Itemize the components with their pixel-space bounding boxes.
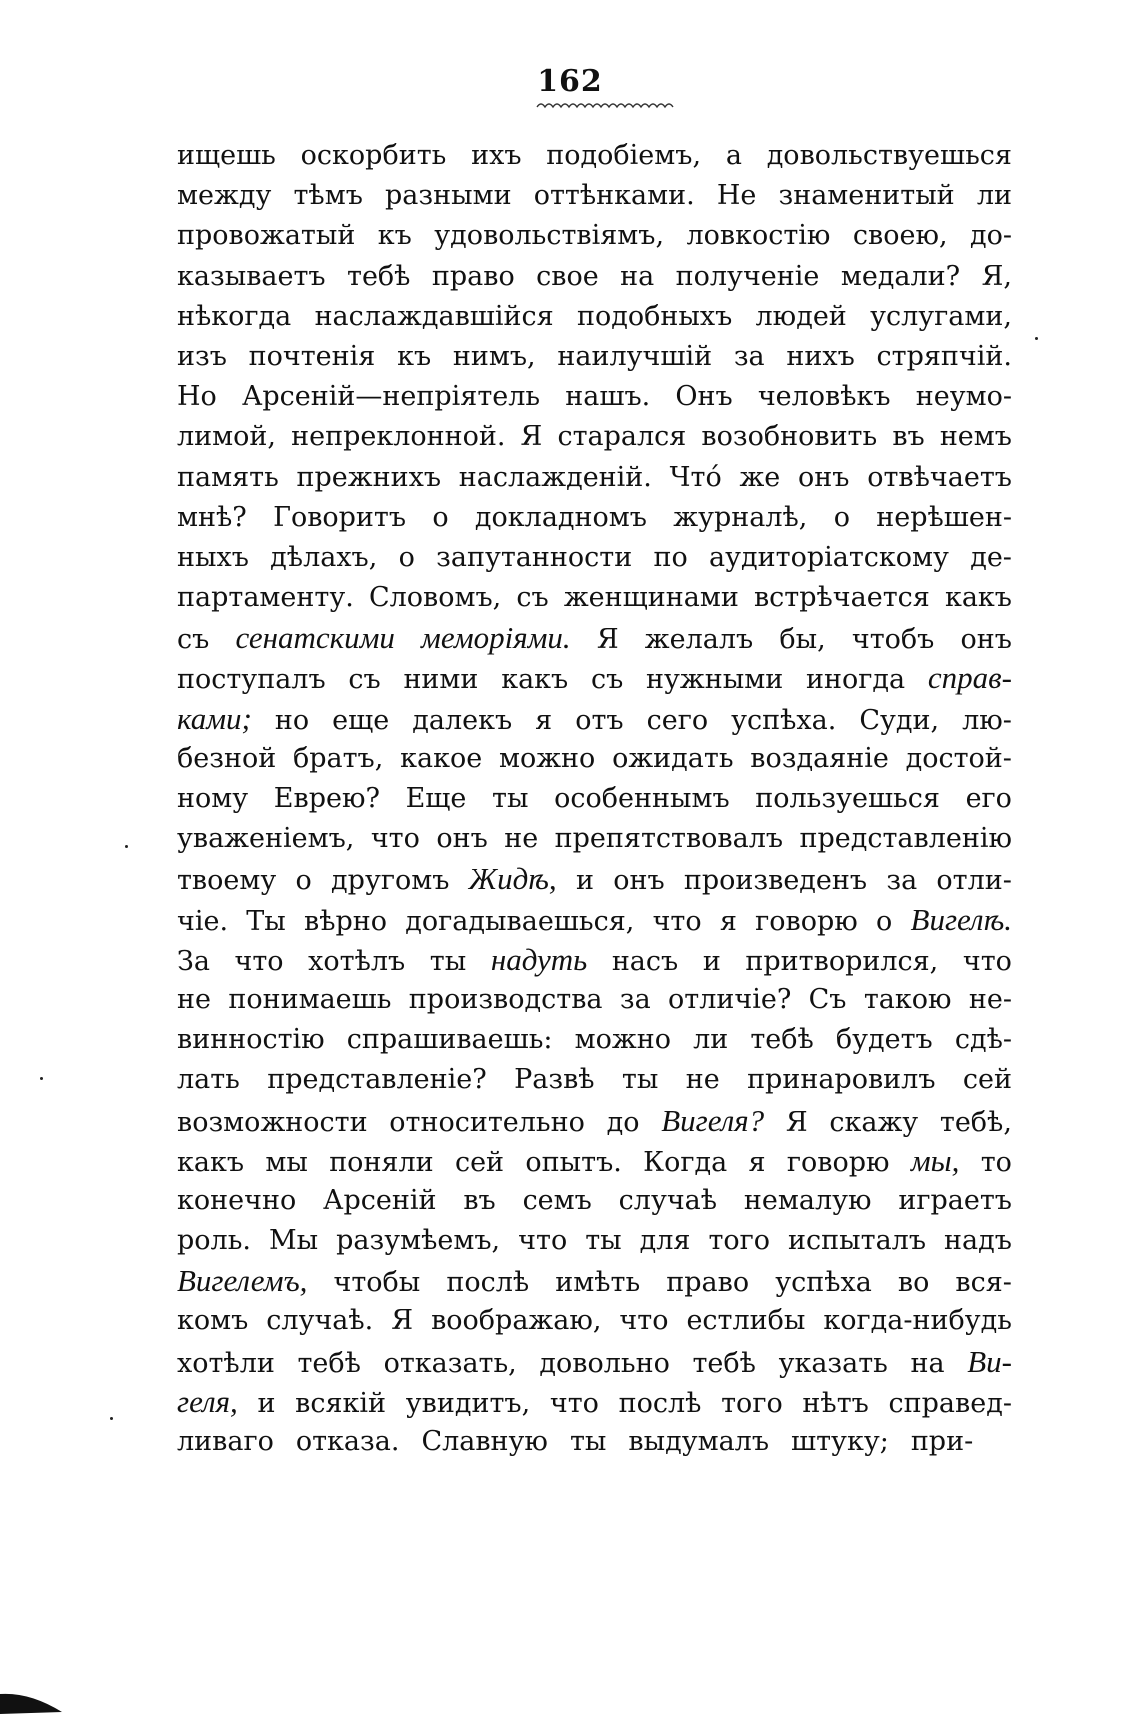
italic-word: Вигелѣ. [910, 901, 1012, 937]
word: ты [492, 783, 529, 814]
print-speck [1035, 337, 1038, 340]
word: нимъ, [452, 340, 536, 372]
word: разумѣемъ, [336, 1225, 501, 1257]
word: опытъ. [525, 1146, 622, 1178]
word: будетъ [835, 1024, 933, 1056]
word: Я [596, 624, 619, 656]
word: достой- [905, 742, 1012, 774]
word: въ [892, 421, 925, 453]
word: медали? [840, 260, 961, 292]
word: Мы [268, 1225, 319, 1257]
word: понимаешь [228, 983, 392, 1015]
word: ними [403, 664, 479, 696]
word: ихъ [471, 140, 522, 171]
word: комъ [177, 1305, 249, 1337]
word: подобныхъ [576, 300, 733, 332]
text-line [177, 940, 1012, 980]
word: людей [755, 300, 847, 332]
word: препятствовалъ [554, 823, 784, 855]
print-speck [125, 845, 128, 848]
word: и [575, 865, 594, 897]
italic-word: Вигелемъ, [177, 1263, 308, 1299]
word: отказа. [295, 1426, 400, 1457]
word: нашъ. [565, 381, 651, 413]
word: дѣлахъ, [270, 541, 378, 573]
word: Съ [808, 983, 847, 1015]
word: Когда [643, 1146, 728, 1178]
word: относительно [389, 1106, 585, 1138]
word: того [721, 1387, 783, 1419]
word: что [652, 905, 702, 937]
word: ты [569, 1426, 607, 1457]
word: что [370, 823, 420, 855]
word: Еще [405, 783, 467, 814]
word: и [702, 945, 721, 977]
word: мы [265, 1146, 308, 1178]
word: того [708, 1225, 771, 1257]
word: какъ [177, 1146, 245, 1178]
word: прежнихъ [296, 461, 442, 493]
word: партаменту. [177, 582, 354, 614]
text-line [177, 1422, 1012, 1462]
word: о [833, 501, 850, 533]
print-speck [40, 1077, 43, 1080]
word: Но [177, 381, 217, 413]
word: воображаю, [431, 1305, 602, 1337]
word: и [257, 1387, 276, 1419]
word: для [639, 1225, 691, 1257]
word: провожатый [177, 220, 356, 252]
word: онъ [798, 461, 850, 493]
text-line [177, 417, 1012, 457]
italic-word: меморіями. [421, 620, 571, 656]
word: играетъ [898, 1184, 1012, 1216]
word: онъ [960, 624, 1012, 656]
word: стряпчій. [876, 340, 1012, 372]
word: иногда [805, 664, 906, 696]
word: ты [585, 1225, 622, 1257]
word: оттѣнками. [533, 180, 695, 212]
text-line [177, 1221, 1012, 1261]
word: нужными [646, 664, 784, 696]
text-line [177, 900, 1012, 940]
text-line [177, 658, 1012, 698]
word: непреклонной. [291, 421, 506, 453]
word: что [234, 945, 284, 977]
text-line [177, 377, 1012, 417]
text-line [177, 859, 1012, 899]
word: Суди, [859, 704, 940, 736]
word: довольствуешься [766, 140, 1012, 171]
word: о [876, 905, 893, 937]
word: до [606, 1106, 640, 1138]
word: немалую [743, 1184, 872, 1216]
word: своею, [852, 220, 948, 252]
word: производства [408, 983, 603, 1015]
word: справед- [888, 1387, 1012, 1419]
word: надъ [944, 1225, 1012, 1257]
word: Славную [421, 1426, 548, 1457]
word: выдумалъ [628, 1426, 770, 1457]
word: не- [968, 983, 1012, 1015]
word: ному [177, 783, 249, 814]
word: поняли [329, 1146, 434, 1178]
word: Словомъ, [368, 582, 502, 614]
word: послѣ [618, 1387, 702, 1419]
word: удовольствіямъ, [434, 220, 665, 252]
word: еще [332, 704, 390, 736]
text-line [177, 337, 1012, 377]
word: поступалъ [177, 664, 326, 696]
word: такою [863, 983, 952, 1015]
word: тебѣ [750, 1024, 814, 1056]
word: съ [516, 582, 549, 614]
word: ты [621, 1064, 659, 1096]
word: пользуешься [755, 783, 940, 814]
text-line [177, 980, 1012, 1020]
italic-word: ками; [177, 700, 252, 736]
word: во [897, 1267, 930, 1299]
word: на [620, 260, 655, 292]
word: нихъ [786, 340, 855, 372]
word: случаѣ [618, 1184, 718, 1216]
italic-word: справ- [927, 660, 1012, 696]
word: бы, [779, 624, 826, 656]
word: ожидать [612, 742, 734, 774]
word: я [535, 704, 553, 736]
text-line [177, 1301, 1012, 1341]
text-line [177, 216, 1012, 256]
word: нерѣшен- [876, 501, 1012, 533]
italic-word: Жидѣ, [468, 861, 557, 897]
word: Арсеній [323, 1184, 437, 1216]
text-line [177, 739, 1012, 779]
word: хотѣлъ [308, 945, 406, 977]
italic-word: надуть [490, 941, 588, 977]
word: онъ [613, 865, 665, 897]
word: Чтó [669, 461, 722, 493]
word: что [962, 945, 1012, 977]
word: оскорбить [300, 140, 447, 171]
word: неумо- [915, 381, 1012, 413]
word: о [398, 541, 415, 573]
word: услугами, [870, 300, 1012, 332]
word: нѣтъ [802, 1387, 869, 1419]
word: какое [400, 742, 483, 774]
word: твоему [177, 865, 277, 897]
word: указать [778, 1347, 888, 1379]
text-line [177, 538, 1012, 578]
word: тебѣ [297, 1347, 361, 1379]
word: право [666, 1267, 750, 1299]
word: женщинами [563, 582, 739, 614]
word: я [748, 1146, 766, 1178]
word: можно [574, 1024, 671, 1056]
word: возможности [177, 1106, 368, 1138]
word: докладномъ [474, 501, 647, 533]
word: уваженіемъ, [177, 823, 355, 855]
word: штуку; [791, 1426, 889, 1457]
word: же [739, 461, 781, 493]
word: не [504, 823, 539, 855]
word: принаровилъ [747, 1064, 936, 1096]
word: онъ [436, 823, 488, 855]
word: ли [976, 180, 1012, 212]
word: какъ [944, 582, 1012, 614]
word: безной [177, 742, 277, 774]
word: имѣть [555, 1267, 641, 1299]
word: лимой, [177, 421, 276, 453]
word: память [177, 461, 279, 493]
word: успѣха. [731, 704, 837, 736]
word: его [965, 783, 1012, 814]
word: наслаждавшійся [314, 300, 554, 332]
word: въ [463, 1184, 496, 1216]
word: Онъ [675, 381, 733, 413]
word: свое [536, 260, 599, 292]
word: между [177, 180, 272, 212]
text-line [177, 458, 1012, 498]
word: успѣха [775, 1267, 872, 1299]
word: до- [969, 220, 1012, 252]
word: тѣмъ [293, 180, 363, 212]
word: воздаяніе [750, 742, 889, 774]
text-line [177, 1261, 1012, 1301]
word: семъ [522, 1184, 592, 1216]
word: изъ [177, 340, 227, 372]
word: наилучшій [557, 340, 713, 372]
word: съ [348, 664, 381, 696]
word: Не [716, 180, 757, 212]
word: отли- [936, 865, 1012, 897]
word: возобновить [701, 421, 878, 453]
word: немъ [939, 421, 1012, 453]
word: за [733, 340, 765, 372]
word: старался [557, 421, 687, 453]
word: отказать, [383, 1347, 517, 1379]
word: отъ [575, 704, 624, 736]
word: догадываешься, [405, 905, 635, 937]
word: Говоритъ [273, 501, 407, 533]
word: право [431, 260, 515, 292]
word: случаѣ. [266, 1305, 374, 1337]
word: Ты [246, 905, 286, 937]
word: мнѣ? [177, 501, 247, 533]
page-number: 162 [537, 64, 603, 99]
word: я [719, 905, 737, 937]
word: лю- [962, 704, 1012, 736]
word: подобіемъ, [546, 140, 702, 171]
word: сей [454, 1146, 505, 1178]
italic-word: сенатскими [235, 620, 395, 656]
word: всякій [295, 1387, 387, 1419]
word: казываетъ [177, 260, 326, 292]
word: чіе. [177, 905, 229, 937]
italic-word: Ви- [967, 1343, 1012, 1379]
italic-word: Вигеля? [661, 1102, 765, 1138]
text-line [177, 1060, 1012, 1100]
word: скажу [829, 1106, 919, 1138]
italic-word: мы, [910, 1142, 960, 1178]
word: естлибы [686, 1305, 806, 1337]
word: при- [910, 1426, 974, 1457]
word: де- [970, 541, 1012, 573]
word: увидитъ, [405, 1387, 531, 1419]
word: ты [429, 945, 467, 977]
word: не [685, 1064, 720, 1096]
word: братъ, [292, 742, 384, 774]
word: но [274, 704, 310, 736]
word: почтенія [248, 340, 376, 372]
word: знаменитый [778, 180, 955, 212]
word: человѣкъ [757, 381, 891, 413]
word: представленію [799, 823, 1012, 855]
word: роль. [177, 1225, 251, 1257]
italic-word: геля, [177, 1383, 238, 1419]
word: нѣкогда [177, 300, 292, 332]
text-line [177, 1181, 1012, 1221]
text-line [177, 136, 1012, 176]
word: тебѣ, [939, 1106, 1012, 1138]
word: Арсеній—непріятель [241, 381, 541, 413]
text-line [177, 1020, 1012, 1060]
word: когда-нибудь [823, 1305, 1012, 1337]
text-line [177, 257, 1012, 297]
word: на [910, 1347, 945, 1379]
word: по [653, 541, 688, 573]
text-line [177, 1141, 1012, 1181]
word: что [619, 1305, 669, 1337]
text-line [177, 1382, 1012, 1422]
print-speck [110, 1417, 113, 1420]
word: встрѣчается [753, 582, 930, 614]
word: За [177, 945, 210, 977]
word: аудиторіатскому [709, 541, 949, 573]
word: конечно [177, 1184, 297, 1216]
word: особеннымъ [554, 783, 730, 814]
word: представленіе? [267, 1064, 487, 1096]
word: ловкостію [686, 220, 831, 252]
word: отвѣчаетъ [867, 461, 1012, 493]
text-line [177, 176, 1012, 216]
word: послѣ [446, 1267, 530, 1299]
word: тебѣ [692, 1347, 756, 1379]
word: о [295, 865, 312, 897]
word: ливаго [177, 1426, 274, 1457]
word: Развѣ [514, 1064, 595, 1096]
word: къ [397, 340, 432, 372]
word: сей [962, 1064, 1012, 1096]
word: а [725, 140, 742, 171]
word: Я, [981, 260, 1012, 292]
word: о [432, 501, 449, 533]
word: Я [391, 1305, 414, 1337]
text-line [177, 297, 1012, 337]
word: отличіе? [668, 983, 792, 1015]
word: произведенъ [683, 865, 868, 897]
word: спрашиваешь: [346, 1024, 553, 1056]
word: другомъ [331, 865, 450, 897]
word: далекъ [412, 704, 513, 736]
word: что [549, 1387, 599, 1419]
word: Я [520, 421, 543, 453]
word: какъ [501, 664, 569, 696]
word: говорю [786, 1146, 890, 1178]
word: довольно [539, 1347, 670, 1379]
word: сдѣ- [954, 1024, 1012, 1056]
word: чтобы [333, 1267, 421, 1299]
text-line [177, 779, 1012, 819]
text-line [177, 699, 1012, 739]
word: не [177, 983, 211, 1015]
text-line [177, 819, 1012, 859]
word: что [518, 1225, 568, 1257]
word: то [980, 1146, 1012, 1178]
word: за [886, 865, 918, 897]
word: хотѣли [177, 1347, 275, 1379]
word: винностію [177, 1024, 325, 1056]
word: съ [177, 624, 210, 656]
word: полученіе [675, 260, 820, 292]
page-edge-shadow [0, 1688, 70, 1714]
word: съ [590, 664, 624, 696]
word: Я [785, 1106, 808, 1138]
word: насъ [611, 945, 679, 977]
word: чтобъ [851, 624, 935, 656]
word: запутанности [436, 541, 633, 573]
word: за [619, 983, 651, 1015]
body-text [177, 136, 1012, 1462]
word: къ [377, 220, 412, 252]
text-line [177, 618, 1012, 658]
text-line [177, 498, 1012, 538]
word: притворился, [745, 945, 939, 977]
word: Еврею? [273, 783, 380, 814]
text-line [177, 1342, 1012, 1382]
word: тебѣ [347, 260, 411, 292]
word: вся- [955, 1267, 1012, 1299]
word: можно [498, 742, 596, 774]
word: лать [177, 1064, 240, 1096]
word: испыталъ [788, 1225, 927, 1257]
text-line [177, 1101, 1012, 1141]
word: наслажденій. [458, 461, 652, 493]
word: ли [693, 1024, 729, 1056]
page-number-ornament [535, 100, 675, 110]
word: ищешь [177, 140, 276, 171]
word: журналѣ, [673, 501, 808, 533]
text-line [177, 578, 1012, 618]
word: ныхъ [177, 541, 249, 573]
word: говорю [755, 905, 858, 937]
word: разными [385, 180, 512, 212]
word: вѣрно [304, 905, 388, 937]
word: сего [646, 704, 709, 736]
word: желалъ [644, 624, 754, 656]
